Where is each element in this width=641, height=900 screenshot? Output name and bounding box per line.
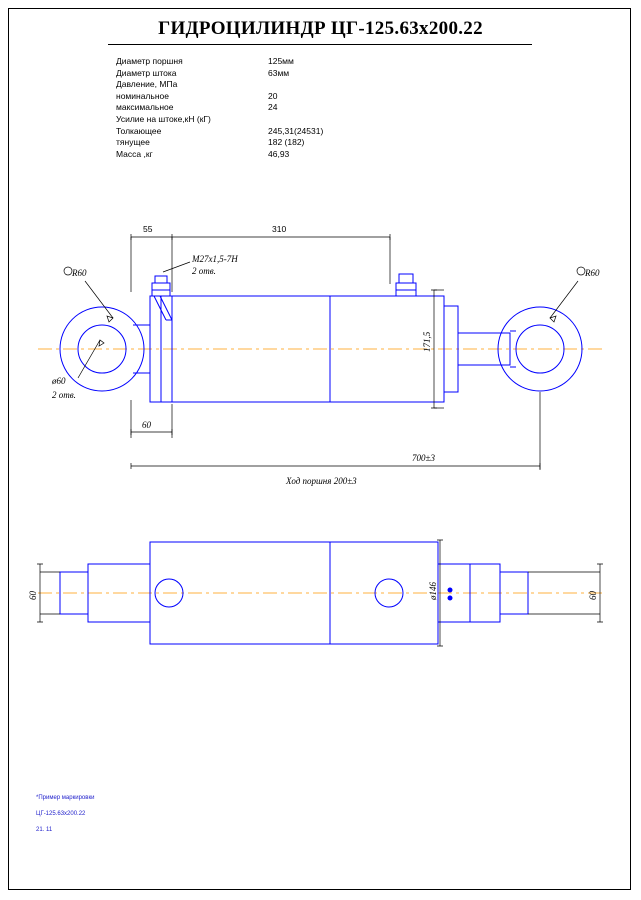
r60-right-symbol — [577, 267, 585, 275]
rear-port-nut — [155, 276, 167, 283]
spec-key: Масса ,кг — [116, 148, 153, 159]
spec-key: номинальное — [116, 90, 169, 101]
rear-port-channel — [154, 296, 172, 320]
thread-note-label: 2 отв. — [192, 266, 216, 276]
dim-700-label: 700±3 — [412, 453, 435, 463]
bore-dot-lower — [448, 596, 453, 601]
spec-key: максимальное — [116, 102, 174, 113]
hole-arrow — [99, 340, 104, 346]
hole-d60-label: ø60 — [52, 376, 66, 386]
spec-value: 46,93 — [268, 148, 290, 159]
page-title: ГИДРОЦИЛИНДР ЦГ-125.63х200.22 — [158, 18, 483, 39]
sheet-code: 21. 11 — [36, 827, 53, 833]
spec-value: 24 — [268, 102, 278, 113]
dim-55-label: 55 — [143, 224, 153, 234]
dim-1715-label: 171,5 — [422, 331, 432, 352]
footer-block — [36, 790, 94, 838]
spec-key: Диаметр штока — [116, 67, 177, 78]
r60-left-symbol — [64, 267, 72, 275]
spec-value: 125мм — [268, 56, 294, 66]
thread-leader — [163, 262, 190, 272]
r60-left-leader — [85, 281, 113, 318]
front-port-nut — [399, 274, 413, 283]
thread-label: M27x1,5-7H — [192, 254, 238, 264]
r60-right-leader — [550, 281, 578, 318]
stroke-note-label: Ход поршня 200±3 — [286, 476, 357, 486]
spec-key: Давление, МПа — [116, 79, 178, 90]
dim-310-label: 310 — [272, 224, 287, 234]
spec-key: тянущее — [116, 137, 150, 148]
spec-value: 63мм — [268, 67, 290, 78]
hole-note-label: 2 отв. — [52, 390, 76, 400]
spec-key: Диаметр поршня — [116, 56, 183, 66]
r60-left-label: R60 — [72, 268, 87, 278]
spec-value: 182 (182) — [268, 137, 305, 148]
bore-dot-upper — [448, 588, 453, 593]
spec-value: 20 — [268, 90, 278, 101]
marking-note: *Пример маркировки — [36, 795, 95, 801]
spec-key: Толкающее — [116, 125, 162, 136]
dim-left60-label: 60 — [28, 591, 38, 600]
marking-value: ЦГ-125.63х200.22 — [36, 811, 86, 817]
dim-60-label: 60 — [142, 420, 151, 430]
spec-key: Усилие на штоке,кН (кГ) — [116, 113, 211, 124]
dim-146-label: ø146 — [428, 582, 438, 600]
dim-right60-label: 60 — [588, 591, 598, 600]
spec-value: 245,31(24531) — [268, 125, 324, 136]
r60-right-label: R60 — [585, 268, 600, 278]
